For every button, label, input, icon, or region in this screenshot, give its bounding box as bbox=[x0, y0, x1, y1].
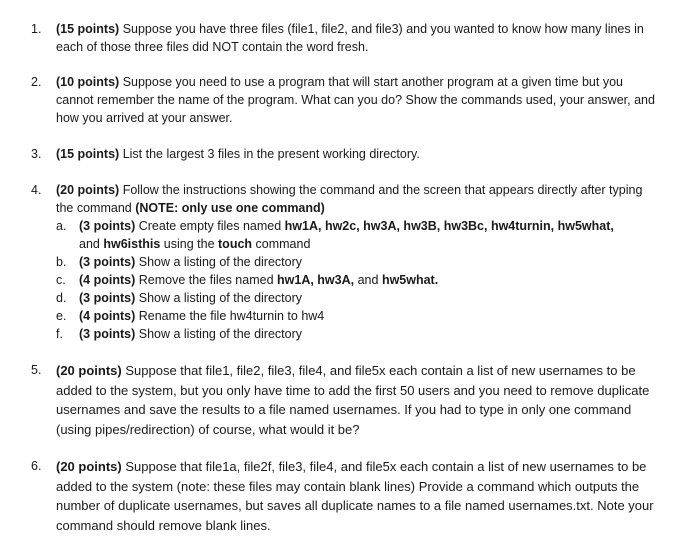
question-6-points: (20 points) bbox=[56, 459, 122, 474]
question-2-text bbox=[56, 73, 656, 127]
subitem-d-letter: d. bbox=[56, 291, 67, 305]
question-1-text bbox=[56, 20, 656, 56]
question-3-points: (15 points) bbox=[56, 147, 120, 161]
subitem-a-post: command bbox=[255, 237, 311, 251]
subitem-a-and: and bbox=[79, 237, 100, 251]
subitem-b-body: Show a listing of the directory bbox=[138, 255, 303, 269]
question-6-body: Suppose that file1a, file2f, file3, file4, and file5x each contain a list of new usernames to be added to the system (note: these files may contain blank lines) Provide a command which outputs the number of duplicate usernames, but saves all duplicate names to a file named usernames.txt. Note your command should remove blank lines. bbox=[56, 459, 654, 533]
subitem-c-files: hw1A, hw3A, bbox=[277, 273, 355, 287]
subitem-b-points: (3 points) bbox=[79, 255, 136, 269]
question-4-body: Follow the instructions showing the command and the screen that appears directly after typing the command bbox=[56, 183, 643, 215]
question-5-text bbox=[56, 361, 656, 439]
subitem-b-text bbox=[79, 253, 639, 271]
question-5-number: 5. bbox=[31, 363, 42, 377]
subitem-d-points: (3 points) bbox=[79, 291, 136, 305]
question-5-points: (20 points) bbox=[56, 363, 122, 378]
subitem-f-text bbox=[79, 325, 639, 343]
subitem-b-letter: b. bbox=[56, 255, 67, 269]
subitem-a-points: (3 points) bbox=[79, 219, 136, 233]
question-1-points: (15 points) bbox=[56, 22, 120, 36]
question-2-points: (10 points) bbox=[56, 75, 120, 89]
subitem-d-text bbox=[79, 289, 639, 307]
subitem-e-text bbox=[79, 307, 639, 325]
subitem-e-letter: e. bbox=[56, 309, 67, 323]
subitem-c-and: and bbox=[357, 273, 379, 287]
question-2-body: Suppose you need to use a program that will start another program at a given time but you cannot remember the name of the program. What can you do? Show the commands used, your answer, and how you arrived at your answer. bbox=[56, 75, 655, 125]
subitem-f-points: (3 points) bbox=[79, 327, 136, 341]
subitem-c-text bbox=[79, 271, 639, 289]
subitem-c-letter: c. bbox=[56, 273, 66, 287]
question-5-body: Suppose that file1, file2, file3, file4, and file5x each contain a list of new usernames to be added to the system, but you only have time to add the first 50 users and you need to remove duplicate usernames and save the results to a file named usernames. If you had to type in only one command (using pipes/redirection) of course, what would it be? bbox=[56, 363, 650, 437]
subitem-a-last: hw6isthis bbox=[103, 237, 161, 251]
question-2-number: 2. bbox=[31, 75, 42, 89]
question-4-text bbox=[56, 181, 656, 217]
subitem-a-pre: Create empty files named bbox=[138, 219, 282, 233]
question-6-number: 6. bbox=[31, 459, 42, 473]
question-4-note: (NOTE: only use one command) bbox=[135, 201, 325, 215]
subitem-c-pre: Remove the files named bbox=[138, 273, 274, 287]
question-3-body: List the largest 3 files in the present working directory. bbox=[122, 147, 420, 161]
subitem-a-files: hw1A, hw2c, hw3A, hw3B, hw3Bc, hw4turnin, hw5what, bbox=[284, 219, 614, 233]
subitem-f-letter: f. bbox=[56, 327, 63, 341]
question-6-text bbox=[56, 457, 656, 535]
subitem-a-cmd: touch bbox=[218, 237, 253, 251]
subitem-a-using: using the bbox=[163, 237, 215, 251]
subitem-f-body: Show a listing of the directory bbox=[138, 327, 303, 341]
subitem-c-points: (4 points) bbox=[79, 273, 136, 287]
subitem-a-text bbox=[79, 217, 639, 253]
subitem-e-body: Rename the file hw4turnin to hw4 bbox=[138, 309, 325, 323]
subitem-e-points: (4 points) bbox=[79, 309, 136, 323]
question-4-points: (20 points) bbox=[56, 183, 120, 197]
question-3-number: 3. bbox=[31, 147, 42, 161]
subitem-a-letter: a. bbox=[56, 219, 67, 233]
question-1-number: 1. bbox=[31, 22, 42, 36]
question-1-body: Suppose you have three files (file1, file2, and file3) and you wanted to know how many lines in each of those three files did NOT contain the word fresh. bbox=[56, 22, 644, 54]
subitem-c-file-last: hw5what. bbox=[381, 273, 439, 287]
question-3-text bbox=[56, 145, 656, 163]
subitem-d-body: Show a listing of the directory bbox=[138, 291, 303, 305]
question-4-number: 4. bbox=[31, 183, 42, 197]
